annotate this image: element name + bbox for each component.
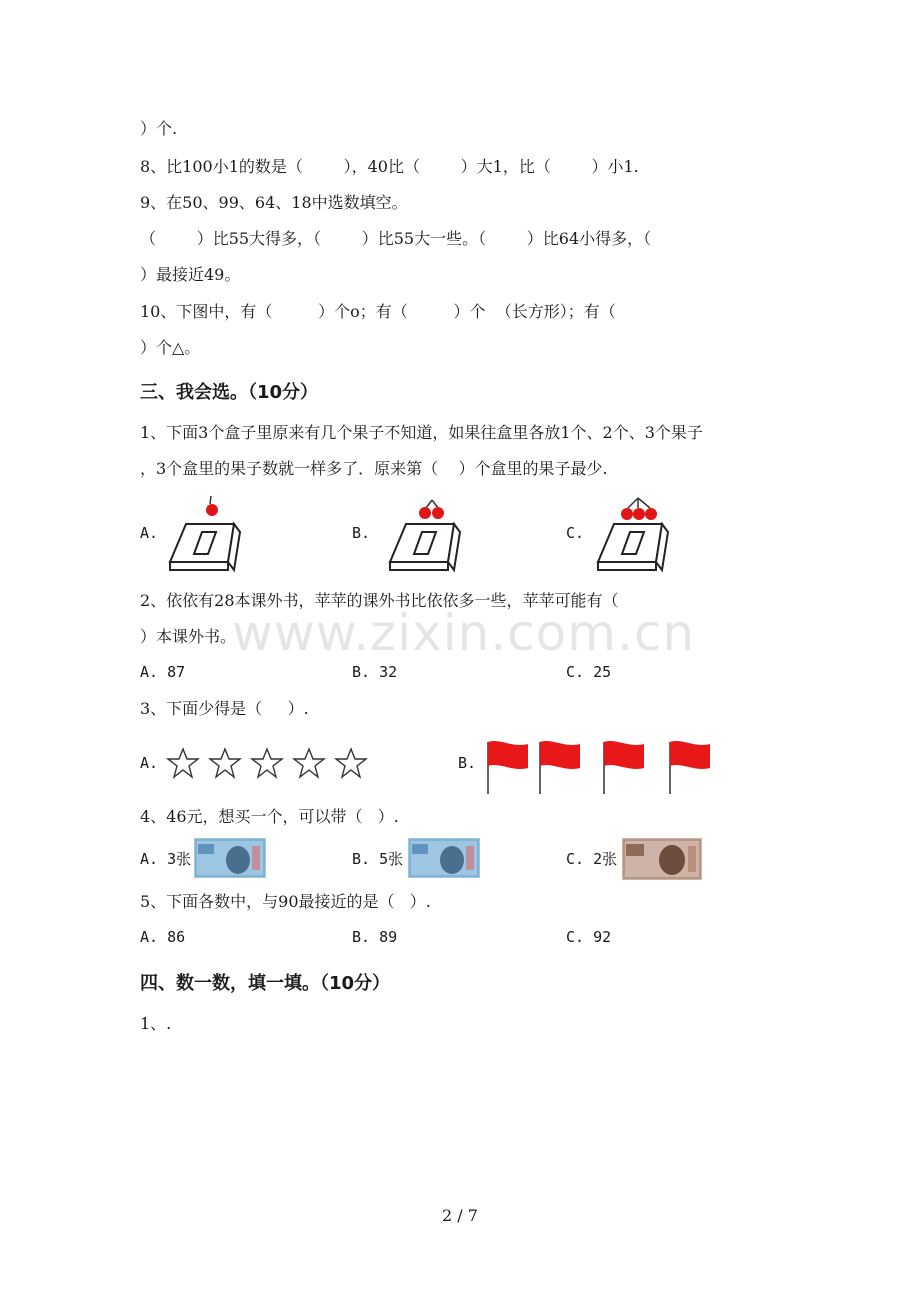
section-3-title: 三、我会选。（10分） [140, 382, 319, 403]
s3-question-4: 4、46元，想买一个，可以带（ ）. [140, 807, 399, 826]
s4-question-1: 1、. [140, 1014, 172, 1033]
s3-q4-option-b-label: B. 5张 [352, 850, 404, 868]
s3-q4-option-c [566, 838, 702, 880]
section-4-title: 四、数一数，填一填。（10分） [140, 973, 391, 994]
ten-yuan-banknote-icon [408, 838, 480, 878]
question-9-blanks-end: ）最接近49。 [140, 265, 241, 284]
box-with-three-fruits-icon [594, 490, 672, 576]
ten-yuan-banknote-icon [194, 838, 266, 878]
box-with-two-fruits-icon [386, 490, 464, 576]
s3-q5-option-b: B. 89 [352, 928, 398, 946]
s3-q4-option-a-label: A. 3张 [140, 850, 192, 868]
five-stars-icon [166, 746, 370, 780]
four-red-flags-icon [484, 738, 716, 796]
box-with-one-fruit-icon [166, 490, 244, 576]
s3-question-1-line-1: 1、下面3个盒子里原来有几个果子不知道，如果往盒里各放1个、2个、3个果子 [140, 423, 703, 442]
s3-q5-option-c: C. 92 [566, 928, 612, 946]
s3-q4-option-b [352, 838, 484, 878]
s3-question-2-line-1: 2、依依有28本课外书，苹苹的课外书比依依多一些，苹苹可能有（ [140, 591, 619, 610]
s3-q1-option-b-label: B. [352, 524, 371, 542]
s3-q5-option-a: A. 86 [140, 928, 186, 946]
s3-question-2-line-2: ）本课外书。 [140, 627, 237, 646]
question-line-continuation: ）个. [140, 119, 178, 138]
s3-q4-option-a [140, 838, 270, 878]
s3-q2-option-c: C. 25 [566, 663, 612, 681]
page-number: 2 / 7 [442, 1206, 478, 1225]
s3-q3-option-a-label: A. [140, 754, 159, 772]
question-10-end: ）个△。 [140, 338, 201, 357]
s3-question-5: 5、下面各数中，与90最接近的是（ ）. [140, 892, 431, 911]
s3-question-1-line-2: ，3个盒里的果子数就一样多了．原来第（ ）个盒里的果子最少. [140, 459, 608, 478]
question-9: 9、在50、99、64、18中选数填空。 [140, 193, 408, 212]
s3-q3-option-b-label: B. [458, 754, 477, 772]
s3-q1-option-a-label: A. [140, 524, 159, 542]
question-9-blanks: （ ）比55大得多，（ ）比55大一些。（ ）比64小得多，（ [140, 229, 652, 248]
s3-q2-option-b: B. 32 [352, 663, 398, 681]
s3-q2-option-a: A. 87 [140, 663, 186, 681]
watermark: www.zixin.com.cn [232, 604, 696, 662]
s3-q4-option-c-label: C. 2张 [566, 850, 618, 868]
twenty-yuan-banknote-icon [622, 838, 702, 880]
s3-question-3: 3、下面少得是（ ）. [140, 699, 309, 718]
question-10: 10、下图中，有（ ）个o；有（ ）个 （长方形）；有（ [140, 302, 616, 321]
question-8: 8、比100小1的数是（ ），40比（ ）大1，比（ ）小1. [140, 157, 639, 176]
s3-q1-option-c-label: C. [566, 524, 585, 542]
